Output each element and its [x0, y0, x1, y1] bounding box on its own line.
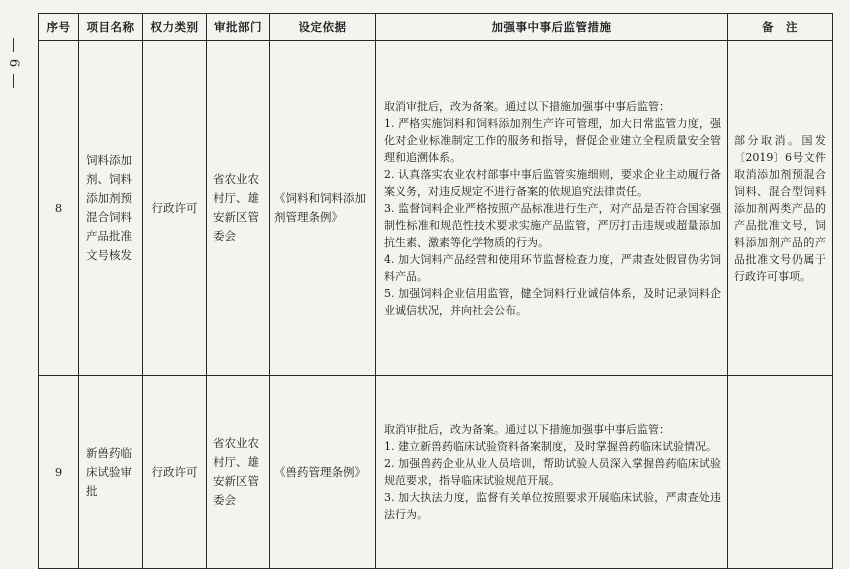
header-name: 项目名称 [79, 14, 143, 41]
row-project-name: 饲料添加剂、饲料添加剂预混合饲料产品批准文号核发 [79, 41, 143, 376]
row-dept: 省农业农村厅、雄安新区管委会 [207, 41, 270, 376]
header-dept: 审批部门 [207, 14, 270, 41]
header-measures: 加强事中事后监管措施 [376, 14, 728, 41]
row-measures [376, 41, 728, 376]
row-power-type: 行政许可 [143, 376, 207, 569]
row-basis: 《兽药管理条例》 [270, 376, 376, 569]
measure-item: 3. 监督饲料企业严格按照产品标准进行生产，对产品是否符合国家强制性标准和规范性技术要求实施产品监管，严厉打击违规或超量添加抗生素、激素等化学物质的行为。 [384, 201, 721, 249]
header-remarks: 备 注 [728, 14, 833, 41]
header-basis: 设定依据 [270, 14, 376, 41]
measure-item: 2. 加强兽药企业从业人员培训，帮助试验人员深入掌握兽药临床试验规范要求，指导临床试验规范开展。 [384, 457, 721, 487]
measure-intro: 取消审批后，改为备案。通过以下措施加强事中事后监管： [384, 99, 670, 113]
table-header-row [39, 14, 833, 41]
header-power-type: 权力类别 [143, 14, 207, 41]
row-power-type: 行政许可 [143, 41, 207, 376]
header-seq: 序号 [39, 14, 79, 41]
table-row [39, 376, 833, 569]
measure-item: 1. 建立新兽药临床试验资料备案制度，及时掌握兽药临床试验情况。 [384, 440, 717, 453]
measure-item: 4. 加大饲料产品经营和使用环节监督检查力度，严肃查处假冒伪劣饲料产品。 [384, 252, 721, 283]
row-measures [376, 376, 728, 569]
row-project-name: 新兽药临床试验审批 [79, 376, 143, 569]
page-number-dash-top [13, 38, 14, 52]
row-remarks: 部分取消。国发〔2019〕6号文件取消添加剂预混合饲料、混合型饲料添加剂两类产品的产品批准文号，饲料添加剂产品的产品批准文号仍属于行政许可事项。 [728, 41, 833, 376]
row-remarks [728, 376, 833, 569]
row-seq: 9 [39, 376, 79, 569]
measure-item: 2. 认真落实农业农村部事中事后监管实施细则，要求企业主动履行备案义务，对违反规定不进行备案的依规追究法律责任。 [384, 167, 721, 198]
measure-item: 1. 严格实施饲料和饲料添加剂生产许可管理，加大日常监管力度，强化对企业标准制定工作的服务和指导，督促企业建立全程质量安全管理和追溯体系。 [384, 116, 721, 164]
row-seq: 8 [39, 41, 79, 376]
measure-item: 3. 加大执法力度，监督有关单位按照要求开展临床试验，严肃查处违法行为。 [384, 491, 721, 521]
regulation-table [38, 13, 833, 569]
row-basis: 《饲料和饲料添加剂管理条例》 [270, 41, 376, 376]
measure-item: 5. 加强饲料企业信用监管，健全饲料行业诚信体系，及时记录饲料企业诚信状况，并向社会公布。 [384, 286, 721, 317]
row-dept: 省农业农村厅、雄安新区管委会 [207, 376, 270, 569]
page-number [4, 38, 22, 88]
page-number-value: 6 [6, 58, 21, 68]
measure-intro: 取消审批后，改为备案。通过以下措施加强事中事后监管： [384, 423, 670, 436]
table-row [39, 41, 833, 376]
page-number-dash-bottom [13, 74, 14, 88]
